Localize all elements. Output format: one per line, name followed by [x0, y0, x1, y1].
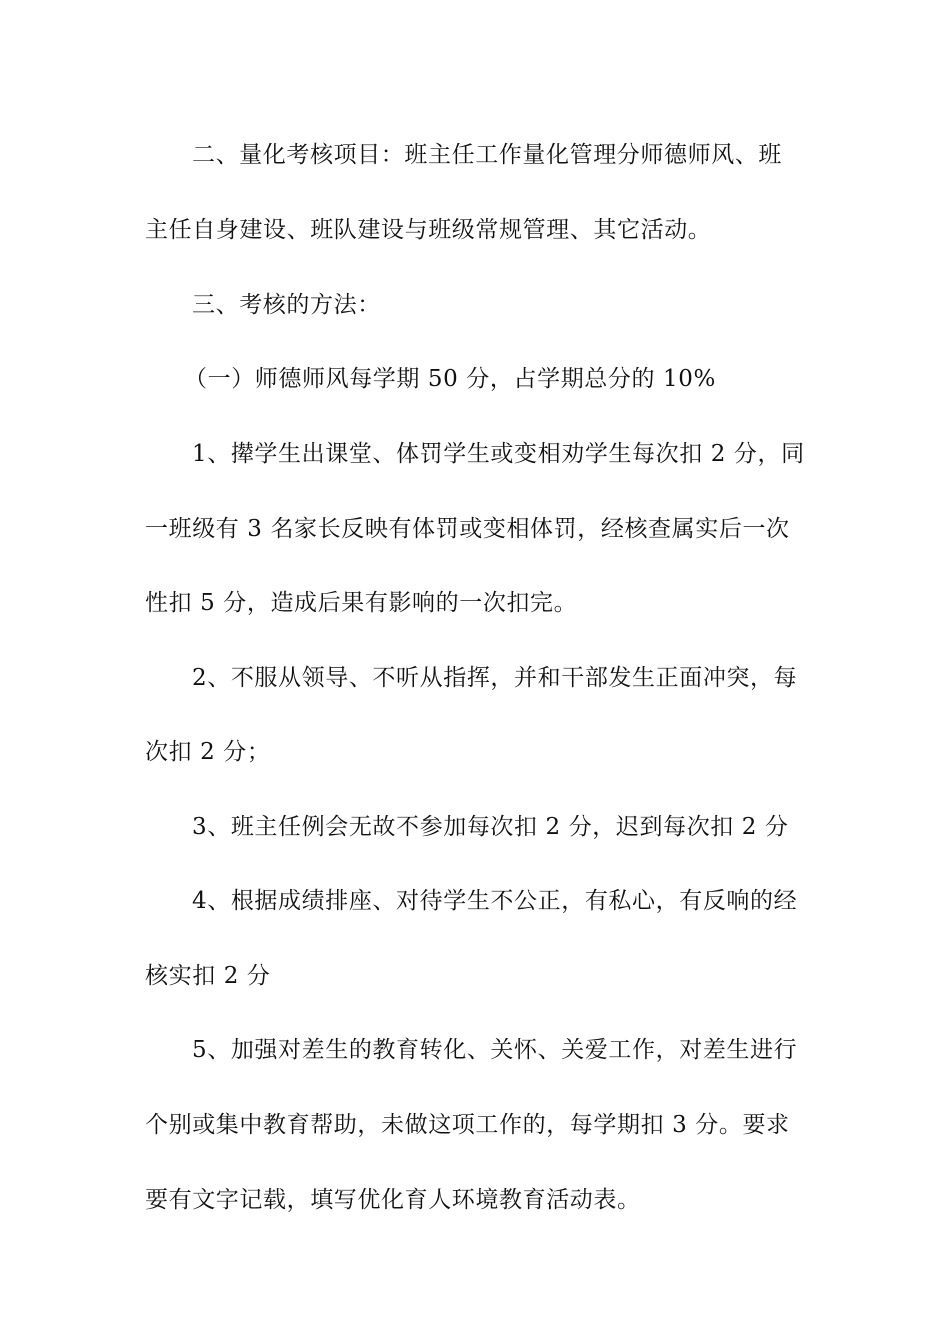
- text-line: 要有文字记载，填写优化育人环境教育活动表。: [145, 1187, 641, 1213]
- text-line: 3、班主任例会无故不参加每次扣 2 分，迟到每次扣 2 分: [192, 814, 789, 840]
- text-line: 性扣 5 分，造成后果有影响的一次扣完。: [145, 590, 578, 616]
- text-line: 1、撵学生出课堂、体罚学生或变相劝学生每次扣 2 分，同: [192, 441, 805, 467]
- text-line: 5、加强对差生的教育转化、关怀、关爱工作，对差生进行: [192, 1037, 798, 1063]
- text-line: 2、不服从领导、不听从指挥，并和干部发生正面冲突，每: [192, 665, 798, 691]
- text-line: 次扣 2 分；: [145, 739, 271, 765]
- section-heading: 三、考核的方法：: [192, 292, 381, 318]
- text-line: 核实扣 2 分: [145, 963, 271, 989]
- text-line: 一班级有 3 名家长反映有体罚或变相体罚，经核查属实后一次: [145, 516, 790, 542]
- text-line: 主任自身建设、班队建设与班级常规管理、其它活动。: [145, 217, 712, 243]
- text-line: 二、量化考核项目：班主任工作量化管理分师德师风、班: [192, 142, 782, 168]
- text-line: 4、根据成绩排座、对待学生不公正，有私心，有反响的经: [192, 888, 798, 914]
- subsection-heading: （一）师德师风每学期 50 分，占学期总分的 10%: [184, 366, 716, 392]
- text-line: 个别或集中教育帮助，未做这项工作的，每学期扣 3 分。要求: [145, 1112, 790, 1138]
